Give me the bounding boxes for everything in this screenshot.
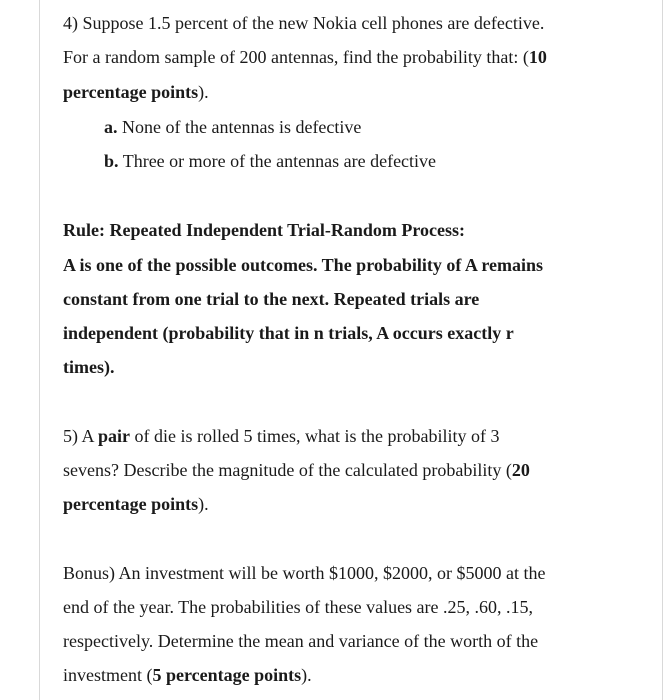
page-frame (39, 0, 663, 700)
q5-emphasis: pair (98, 426, 131, 446)
q5-line-3 (63, 493, 209, 515)
q4-points: 10 (528, 47, 547, 67)
bonus-line-2 (63, 596, 533, 618)
q4-text: For a random sample of 200 antennas, find the probability that: ( (63, 47, 529, 67)
q5-text: sevens? Describe the magnitude of the calculated probability ( (63, 460, 512, 480)
bonus-line-4 (63, 664, 312, 686)
rule-heading: Rule: Repeated Independent Trial-Random Process: (63, 220, 465, 240)
rule-line-1 (63, 219, 465, 241)
q4-text: ). (198, 82, 209, 102)
bonus-text: Bonus) An investment will be worth $1000, $2000, or $5000 at the (63, 563, 546, 583)
rule-line-3 (63, 288, 479, 310)
bonus-line-1 (63, 562, 545, 584)
q4-item-b (104, 150, 436, 172)
bonus-points: 5 percentage points (152, 665, 302, 685)
rule-line-2 (63, 254, 543, 276)
q4-line-2 (63, 46, 547, 68)
q4-points-label: percentage points (63, 82, 199, 102)
bonus-text: end of the year. The probabilities of these values are .25, .60, .15, (63, 597, 534, 617)
rule-text: independent (probability that in n trials, A occurs exactly r (63, 323, 514, 343)
q5-line-1 (63, 425, 499, 447)
q4-item-a (104, 116, 361, 138)
q5-points-label: percentage points (63, 494, 199, 514)
item-b-text: Three or more of the antennas are defective (122, 151, 437, 171)
bonus-line-3 (63, 630, 538, 652)
q5-line-2 (63, 459, 530, 481)
q5-text: 5) A (63, 426, 99, 446)
rule-text: times). (63, 357, 115, 377)
bonus-text: investment ( (63, 665, 153, 685)
q4-line-3 (63, 81, 209, 103)
item-a-letter: a. (104, 117, 118, 137)
rule-line-4 (63, 322, 514, 344)
q4-line-1 (63, 12, 544, 34)
rule-text: A is one of the possible outcomes. The probability of A remains (63, 255, 544, 275)
item-a-text: None of the antennas is defective (122, 117, 362, 137)
item-b-letter: b. (104, 151, 119, 171)
q4-text: 4) Suppose 1.5 percent of the new Nokia cell phones are defective. (63, 13, 545, 33)
rule-line-5 (63, 356, 114, 378)
q5-points: 20 (511, 460, 530, 480)
q5-text: of die is rolled 5 times, what is the probability of 3 (130, 426, 500, 446)
bonus-text: respectively. Determine the mean and variance of the worth of the (63, 631, 539, 651)
bonus-text: ). (301, 665, 312, 685)
q5-text: ). (198, 494, 209, 514)
rule-text: constant from one trial to the next. Repeated trials are (63, 289, 480, 309)
